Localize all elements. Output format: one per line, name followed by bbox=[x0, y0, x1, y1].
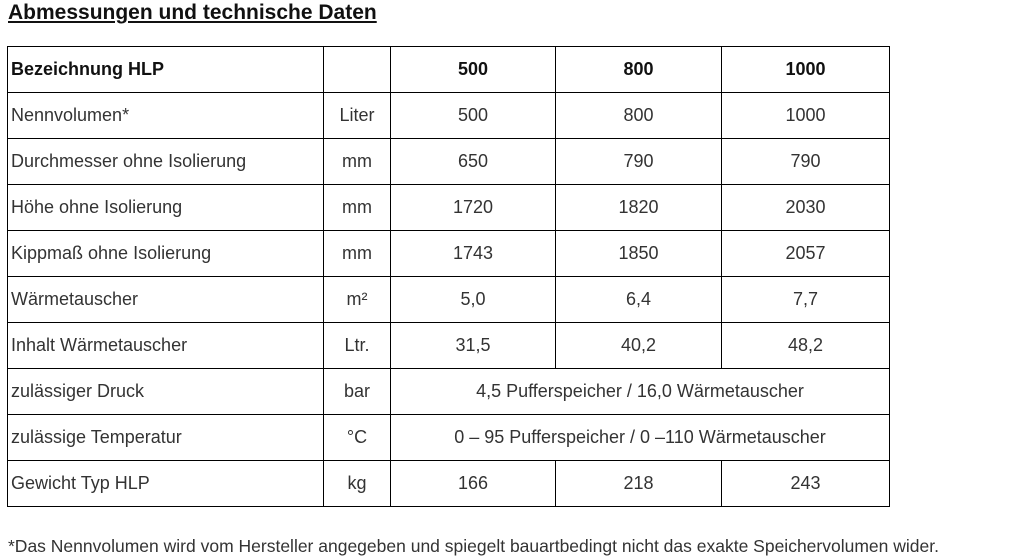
value-cell: 48,2 bbox=[722, 323, 890, 369]
row-label: Höhe ohne Isolierung bbox=[8, 185, 324, 231]
unit-cell: m² bbox=[324, 277, 391, 323]
table-row bbox=[8, 369, 890, 415]
value-cell: 166 bbox=[391, 461, 556, 507]
unit-cell bbox=[324, 47, 391, 93]
row-label: zulässige Temperatur bbox=[8, 415, 324, 461]
unit-cell: bar bbox=[324, 369, 391, 415]
value-cell: 1820 bbox=[556, 185, 722, 231]
value-cell: 500 bbox=[391, 93, 556, 139]
row-label: Inhalt Wärmetauscher bbox=[8, 323, 324, 369]
row-label: Bezeichnung HLP bbox=[8, 47, 324, 93]
table-row bbox=[8, 185, 890, 231]
row-label: Nennvolumen* bbox=[8, 93, 324, 139]
value-cell: 1850 bbox=[556, 231, 722, 277]
value-cell: 650 bbox=[391, 139, 556, 185]
value-cell: 31,5 bbox=[391, 323, 556, 369]
value-cell: 1743 bbox=[391, 231, 556, 277]
table-row bbox=[8, 139, 890, 185]
unit-cell: mm bbox=[324, 185, 391, 231]
row-label: Kippmaß ohne Isolierung bbox=[8, 231, 324, 277]
value-cell: 2057 bbox=[722, 231, 890, 277]
footnote: *Das Nennvolumen wird vom Hersteller angegeben und spiegelt bauartbedingt nicht das exakte Speichervolumen wider. bbox=[8, 536, 939, 556]
value-cell: 800 bbox=[556, 93, 722, 139]
value-cell: 0 – 95 Pufferspeicher / 0 –110 Wärmetauscher bbox=[391, 415, 890, 461]
table-row bbox=[8, 415, 890, 461]
value-cell: 218 bbox=[556, 461, 722, 507]
table-row bbox=[8, 231, 890, 277]
value-cell: 1000 bbox=[722, 47, 890, 93]
value-cell: 243 bbox=[722, 461, 890, 507]
value-cell: 1720 bbox=[391, 185, 556, 231]
value-cell: 790 bbox=[722, 139, 890, 185]
value-cell: 5,0 bbox=[391, 277, 556, 323]
value-cell: 500 bbox=[391, 47, 556, 93]
value-cell: 4,5 Pufferspeicher / 16,0 Wärmetauscher bbox=[391, 369, 890, 415]
value-cell: 6,4 bbox=[556, 277, 722, 323]
row-label: zulässiger Druck bbox=[8, 369, 324, 415]
unit-cell: Ltr. bbox=[324, 323, 391, 369]
unit-cell: mm bbox=[324, 231, 391, 277]
value-cell: 7,7 bbox=[722, 277, 890, 323]
row-label: Durchmesser ohne Isolierung bbox=[8, 139, 324, 185]
value-cell: 40,2 bbox=[556, 323, 722, 369]
table-row bbox=[8, 461, 890, 507]
value-cell: 800 bbox=[556, 47, 722, 93]
value-cell: 1000 bbox=[722, 93, 890, 139]
page-title: Abmessungen und technische Daten bbox=[8, 1, 377, 24]
unit-cell: kg bbox=[324, 461, 391, 507]
row-label: Wärmetauscher bbox=[8, 277, 324, 323]
unit-cell: °C bbox=[324, 415, 391, 461]
value-cell: 2030 bbox=[722, 185, 890, 231]
table-row bbox=[8, 277, 890, 323]
value-cell: 790 bbox=[556, 139, 722, 185]
table-header-row bbox=[8, 47, 890, 93]
unit-cell: Liter bbox=[324, 93, 391, 139]
table-row bbox=[8, 93, 890, 139]
unit-cell: mm bbox=[324, 139, 391, 185]
row-label: Gewicht Typ HLP bbox=[8, 461, 324, 507]
table-row bbox=[8, 323, 890, 369]
specs-table bbox=[7, 46, 890, 507]
